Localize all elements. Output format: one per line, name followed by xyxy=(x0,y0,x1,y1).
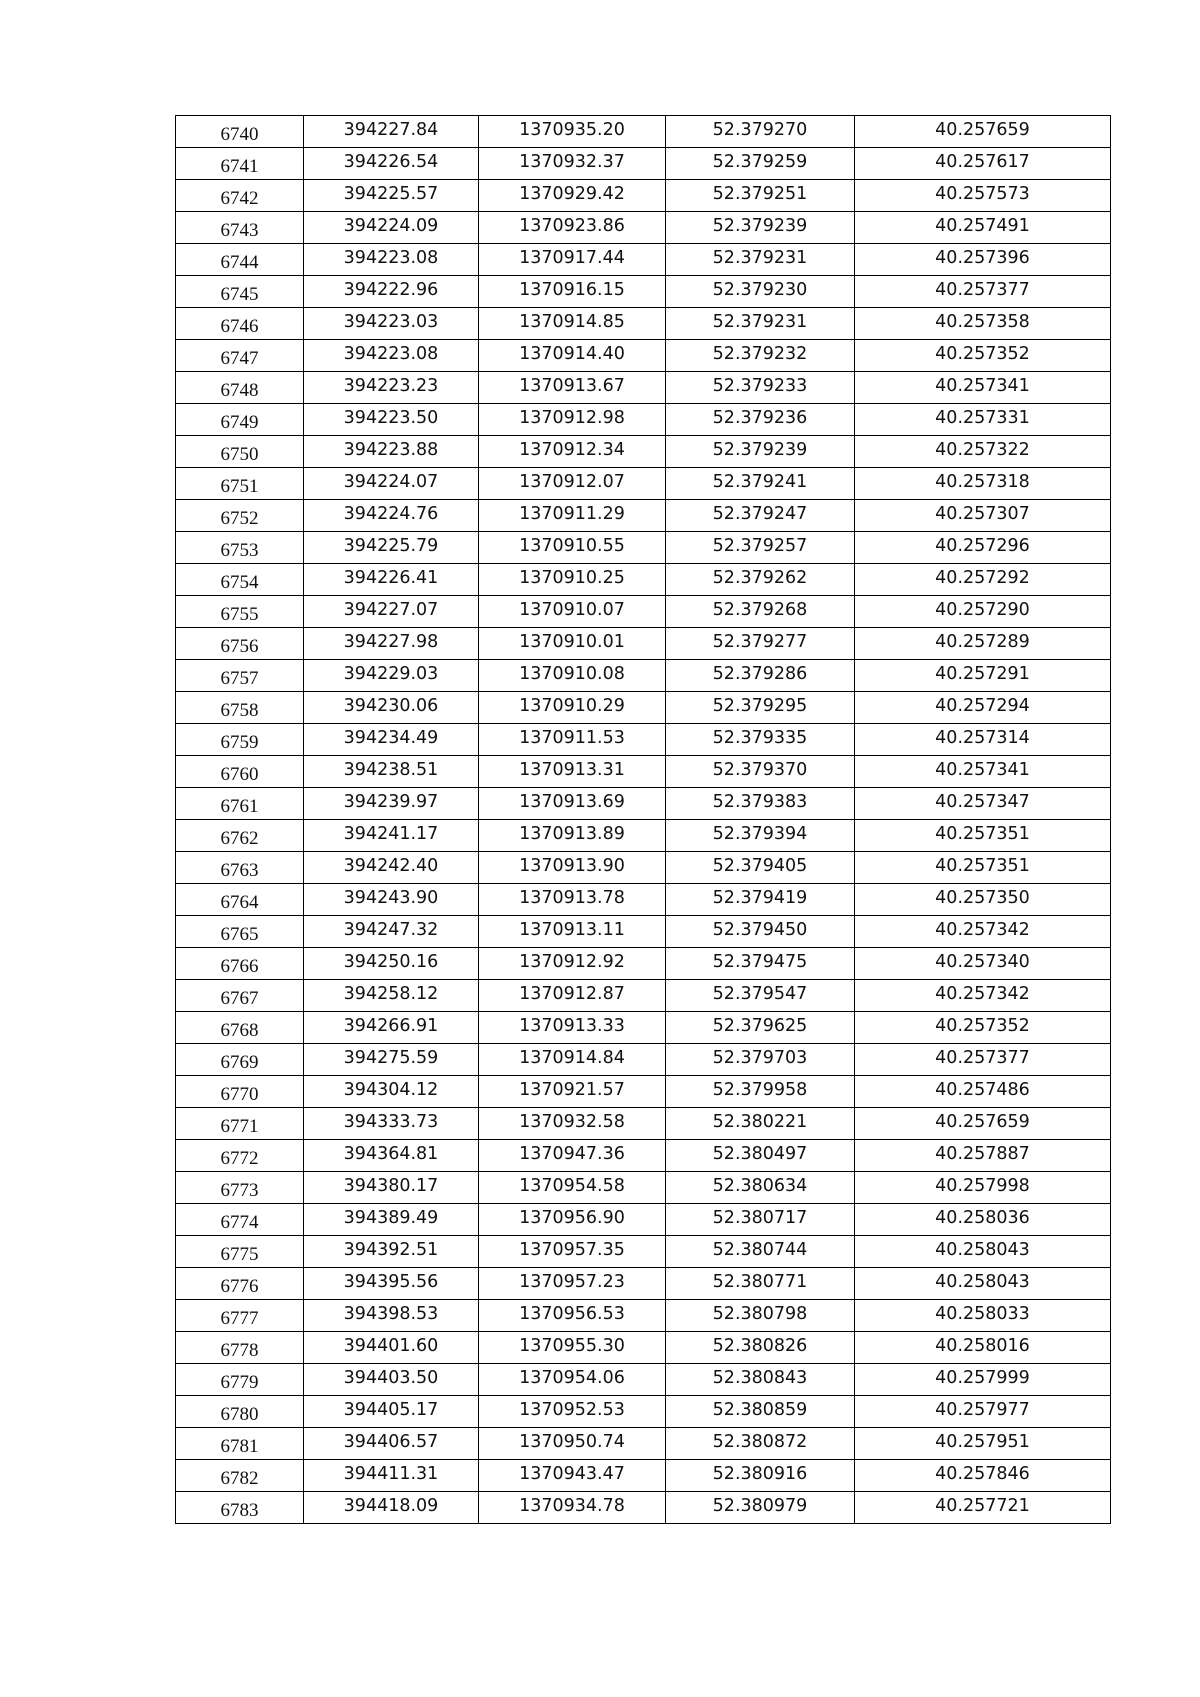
x-coordinate-cell: 394333.73 xyxy=(304,1108,479,1140)
point-number-cell: 6763 xyxy=(176,852,304,884)
point-number-cell: 6744 xyxy=(176,244,304,276)
longitude-cell: 40.257314 xyxy=(855,724,1111,756)
latitude-cell: 52.380872 xyxy=(666,1428,855,1460)
longitude-cell: 40.257396 xyxy=(855,244,1111,276)
point-number-cell: 6777 xyxy=(176,1300,304,1332)
latitude-cell: 52.380744 xyxy=(666,1236,855,1268)
point-number-cell: 6765 xyxy=(176,916,304,948)
y-coordinate-cell: 1370954.06 xyxy=(479,1364,666,1396)
latitude-cell: 52.380826 xyxy=(666,1332,855,1364)
table-row xyxy=(176,1268,1111,1300)
x-coordinate-cell: 394222.96 xyxy=(304,276,479,308)
y-coordinate-cell: 1370957.23 xyxy=(479,1268,666,1300)
table-row xyxy=(176,820,1111,852)
y-coordinate-cell: 1370910.08 xyxy=(479,660,666,692)
point-number-cell: 6781 xyxy=(176,1428,304,1460)
table-row xyxy=(176,1332,1111,1364)
x-coordinate-cell: 394223.08 xyxy=(304,340,479,372)
x-coordinate-cell: 394275.59 xyxy=(304,1044,479,1076)
latitude-cell: 52.379703 xyxy=(666,1044,855,1076)
longitude-cell: 40.257291 xyxy=(855,660,1111,692)
longitude-cell: 40.257999 xyxy=(855,1364,1111,1396)
latitude-cell: 52.379475 xyxy=(666,948,855,980)
latitude-cell: 52.379625 xyxy=(666,1012,855,1044)
table-row xyxy=(176,244,1111,276)
x-coordinate-cell: 394247.32 xyxy=(304,916,479,948)
table-row xyxy=(176,1204,1111,1236)
longitude-cell: 40.257659 xyxy=(855,116,1111,148)
x-coordinate-cell: 394226.54 xyxy=(304,148,479,180)
point-number-cell: 6778 xyxy=(176,1332,304,1364)
table-row xyxy=(176,1012,1111,1044)
latitude-cell: 52.379419 xyxy=(666,884,855,916)
x-coordinate-cell: 394242.40 xyxy=(304,852,479,884)
x-coordinate-cell: 394398.53 xyxy=(304,1300,479,1332)
longitude-cell: 40.257352 xyxy=(855,340,1111,372)
longitude-cell: 40.257358 xyxy=(855,308,1111,340)
x-coordinate-cell: 394238.51 xyxy=(304,756,479,788)
point-number-cell: 6742 xyxy=(176,180,304,212)
table-row xyxy=(176,1428,1111,1460)
longitude-cell: 40.257289 xyxy=(855,628,1111,660)
point-number-cell: 6756 xyxy=(176,628,304,660)
table-row xyxy=(176,1076,1111,1108)
x-coordinate-cell: 394380.17 xyxy=(304,1172,479,1204)
longitude-cell: 40.257296 xyxy=(855,532,1111,564)
longitude-cell: 40.257342 xyxy=(855,916,1111,948)
latitude-cell: 52.380843 xyxy=(666,1364,855,1396)
longitude-cell: 40.257377 xyxy=(855,276,1111,308)
point-number-cell: 6773 xyxy=(176,1172,304,1204)
y-coordinate-cell: 1370913.11 xyxy=(479,916,666,948)
longitude-cell: 40.257977 xyxy=(855,1396,1111,1428)
y-coordinate-cell: 1370912.92 xyxy=(479,948,666,980)
latitude-cell: 52.379233 xyxy=(666,372,855,404)
latitude-cell: 52.379232 xyxy=(666,340,855,372)
table-row xyxy=(176,500,1111,532)
latitude-cell: 52.379268 xyxy=(666,596,855,628)
latitude-cell: 52.379230 xyxy=(666,276,855,308)
x-coordinate-cell: 394229.03 xyxy=(304,660,479,692)
latitude-cell: 52.379247 xyxy=(666,500,855,532)
point-number-cell: 6779 xyxy=(176,1364,304,1396)
point-number-cell: 6774 xyxy=(176,1204,304,1236)
point-number-cell: 6752 xyxy=(176,500,304,532)
longitude-cell: 40.257340 xyxy=(855,948,1111,980)
y-coordinate-cell: 1370921.57 xyxy=(479,1076,666,1108)
y-coordinate-cell: 1370950.74 xyxy=(479,1428,666,1460)
point-number-cell: 6750 xyxy=(176,436,304,468)
x-coordinate-cell: 394411.31 xyxy=(304,1460,479,1492)
x-coordinate-cell: 394227.84 xyxy=(304,116,479,148)
table-row xyxy=(176,276,1111,308)
y-coordinate-cell: 1370913.89 xyxy=(479,820,666,852)
x-coordinate-cell: 394364.81 xyxy=(304,1140,479,1172)
y-coordinate-cell: 1370913.90 xyxy=(479,852,666,884)
x-coordinate-cell: 394395.56 xyxy=(304,1268,479,1300)
y-coordinate-cell: 1370932.37 xyxy=(479,148,666,180)
longitude-cell: 40.257351 xyxy=(855,820,1111,852)
table-row xyxy=(176,852,1111,884)
y-coordinate-cell: 1370917.44 xyxy=(479,244,666,276)
table-row xyxy=(176,180,1111,212)
longitude-cell: 40.257318 xyxy=(855,468,1111,500)
latitude-cell: 52.379262 xyxy=(666,564,855,596)
table-row xyxy=(176,532,1111,564)
longitude-cell: 40.257350 xyxy=(855,884,1111,916)
x-coordinate-cell: 394223.50 xyxy=(304,404,479,436)
point-number-cell: 6748 xyxy=(176,372,304,404)
longitude-cell: 40.257341 xyxy=(855,756,1111,788)
point-number-cell: 6760 xyxy=(176,756,304,788)
y-coordinate-cell: 1370914.84 xyxy=(479,1044,666,1076)
latitude-cell: 52.379295 xyxy=(666,692,855,724)
longitude-cell: 40.257573 xyxy=(855,180,1111,212)
longitude-cell: 40.257342 xyxy=(855,980,1111,1012)
y-coordinate-cell: 1370910.29 xyxy=(479,692,666,724)
table-row xyxy=(176,1108,1111,1140)
x-coordinate-cell: 394403.50 xyxy=(304,1364,479,1396)
x-coordinate-cell: 394304.12 xyxy=(304,1076,479,1108)
table-row xyxy=(176,628,1111,660)
longitude-cell: 40.257351 xyxy=(855,852,1111,884)
y-coordinate-cell: 1370910.07 xyxy=(479,596,666,628)
point-number-cell: 6776 xyxy=(176,1268,304,1300)
x-coordinate-cell: 394223.03 xyxy=(304,308,479,340)
point-number-cell: 6782 xyxy=(176,1460,304,1492)
x-coordinate-cell: 394226.41 xyxy=(304,564,479,596)
x-coordinate-cell: 394266.91 xyxy=(304,1012,479,1044)
y-coordinate-cell: 1370916.15 xyxy=(479,276,666,308)
latitude-cell: 52.379251 xyxy=(666,180,855,212)
point-number-cell: 6758 xyxy=(176,692,304,724)
longitude-cell: 40.257486 xyxy=(855,1076,1111,1108)
x-coordinate-cell: 394230.06 xyxy=(304,692,479,724)
point-number-cell: 6767 xyxy=(176,980,304,1012)
point-number-cell: 6753 xyxy=(176,532,304,564)
longitude-cell: 40.258043 xyxy=(855,1268,1111,1300)
point-number-cell: 6754 xyxy=(176,564,304,596)
y-coordinate-cell: 1370954.58 xyxy=(479,1172,666,1204)
y-coordinate-cell: 1370934.78 xyxy=(479,1492,666,1524)
point-number-cell: 6762 xyxy=(176,820,304,852)
x-coordinate-cell: 394241.17 xyxy=(304,820,479,852)
table-row xyxy=(176,884,1111,916)
latitude-cell: 52.379259 xyxy=(666,148,855,180)
y-coordinate-cell: 1370913.78 xyxy=(479,884,666,916)
table-row xyxy=(176,372,1111,404)
y-coordinate-cell: 1370913.31 xyxy=(479,756,666,788)
latitude-cell: 52.379231 xyxy=(666,308,855,340)
point-number-cell: 6759 xyxy=(176,724,304,756)
latitude-cell: 52.379286 xyxy=(666,660,855,692)
table-row xyxy=(176,1460,1111,1492)
longitude-cell: 40.258033 xyxy=(855,1300,1111,1332)
x-coordinate-cell: 394223.08 xyxy=(304,244,479,276)
table-row xyxy=(176,948,1111,980)
longitude-cell: 40.257307 xyxy=(855,500,1111,532)
y-coordinate-cell: 1370952.53 xyxy=(479,1396,666,1428)
latitude-cell: 52.380497 xyxy=(666,1140,855,1172)
table-row xyxy=(176,692,1111,724)
table-row xyxy=(176,1492,1111,1524)
point-number-cell: 6768 xyxy=(176,1012,304,1044)
y-coordinate-cell: 1370929.42 xyxy=(479,180,666,212)
point-number-cell: 6775 xyxy=(176,1236,304,1268)
longitude-cell: 40.257341 xyxy=(855,372,1111,404)
table-row xyxy=(176,1396,1111,1428)
longitude-cell: 40.257951 xyxy=(855,1428,1111,1460)
latitude-cell: 52.380717 xyxy=(666,1204,855,1236)
longitude-cell: 40.257491 xyxy=(855,212,1111,244)
y-coordinate-cell: 1370910.01 xyxy=(479,628,666,660)
table-row xyxy=(176,564,1111,596)
latitude-cell: 52.379241 xyxy=(666,468,855,500)
x-coordinate-cell: 394405.17 xyxy=(304,1396,479,1428)
point-number-cell: 6740 xyxy=(176,116,304,148)
y-coordinate-cell: 1370943.47 xyxy=(479,1460,666,1492)
latitude-cell: 52.380916 xyxy=(666,1460,855,1492)
latitude-cell: 52.380798 xyxy=(666,1300,855,1332)
point-number-cell: 6745 xyxy=(176,276,304,308)
longitude-cell: 40.258016 xyxy=(855,1332,1111,1364)
table-row xyxy=(176,116,1111,148)
point-number-cell: 6757 xyxy=(176,660,304,692)
longitude-cell: 40.257721 xyxy=(855,1492,1111,1524)
latitude-cell: 52.379239 xyxy=(666,436,855,468)
latitude-cell: 52.379270 xyxy=(666,116,855,148)
point-number-cell: 6766 xyxy=(176,948,304,980)
x-coordinate-cell: 394401.60 xyxy=(304,1332,479,1364)
table-row xyxy=(176,404,1111,436)
y-coordinate-cell: 1370956.53 xyxy=(479,1300,666,1332)
longitude-cell: 40.257617 xyxy=(855,148,1111,180)
point-number-cell: 6764 xyxy=(176,884,304,916)
table-row xyxy=(176,1140,1111,1172)
table-row xyxy=(176,436,1111,468)
table-row xyxy=(176,788,1111,820)
y-coordinate-cell: 1370932.58 xyxy=(479,1108,666,1140)
point-number-cell: 6743 xyxy=(176,212,304,244)
latitude-cell: 52.379405 xyxy=(666,852,855,884)
x-coordinate-cell: 394258.12 xyxy=(304,980,479,1012)
latitude-cell: 52.380634 xyxy=(666,1172,855,1204)
longitude-cell: 40.258043 xyxy=(855,1236,1111,1268)
x-coordinate-cell: 394223.23 xyxy=(304,372,479,404)
point-number-cell: 6761 xyxy=(176,788,304,820)
table-row xyxy=(176,148,1111,180)
x-coordinate-cell: 394224.76 xyxy=(304,500,479,532)
table-row xyxy=(176,1044,1111,1076)
x-coordinate-cell: 394223.88 xyxy=(304,436,479,468)
point-number-cell: 6751 xyxy=(176,468,304,500)
y-coordinate-cell: 1370914.40 xyxy=(479,340,666,372)
longitude-cell: 40.257294 xyxy=(855,692,1111,724)
table-row xyxy=(176,1236,1111,1268)
latitude-cell: 52.379335 xyxy=(666,724,855,756)
latitude-cell: 52.379383 xyxy=(666,788,855,820)
longitude-cell: 40.258036 xyxy=(855,1204,1111,1236)
x-coordinate-cell: 394239.97 xyxy=(304,788,479,820)
latitude-cell: 52.379450 xyxy=(666,916,855,948)
x-coordinate-cell: 394243.90 xyxy=(304,884,479,916)
latitude-cell: 52.379277 xyxy=(666,628,855,660)
x-coordinate-cell: 394225.57 xyxy=(304,180,479,212)
longitude-cell: 40.257887 xyxy=(855,1140,1111,1172)
latitude-cell: 52.379547 xyxy=(666,980,855,1012)
y-coordinate-cell: 1370913.69 xyxy=(479,788,666,820)
longitude-cell: 40.257659 xyxy=(855,1108,1111,1140)
x-coordinate-cell: 394392.51 xyxy=(304,1236,479,1268)
table-body xyxy=(176,116,1111,1524)
latitude-cell: 52.380859 xyxy=(666,1396,855,1428)
y-coordinate-cell: 1370913.33 xyxy=(479,1012,666,1044)
latitude-cell: 52.379231 xyxy=(666,244,855,276)
longitude-cell: 40.257846 xyxy=(855,1460,1111,1492)
table-row xyxy=(176,916,1111,948)
latitude-cell: 52.379370 xyxy=(666,756,855,788)
table-row xyxy=(176,340,1111,372)
latitude-cell: 52.379958 xyxy=(666,1076,855,1108)
point-number-cell: 6783 xyxy=(176,1492,304,1524)
y-coordinate-cell: 1370911.53 xyxy=(479,724,666,756)
table-row xyxy=(176,756,1111,788)
y-coordinate-cell: 1370913.67 xyxy=(479,372,666,404)
table-row xyxy=(176,660,1111,692)
x-coordinate-cell: 394224.09 xyxy=(304,212,479,244)
longitude-cell: 40.257290 xyxy=(855,596,1111,628)
longitude-cell: 40.257292 xyxy=(855,564,1111,596)
y-coordinate-cell: 1370935.20 xyxy=(479,116,666,148)
table-row xyxy=(176,1172,1111,1204)
x-coordinate-cell: 394225.79 xyxy=(304,532,479,564)
y-coordinate-cell: 1370955.30 xyxy=(479,1332,666,1364)
y-coordinate-cell: 1370912.98 xyxy=(479,404,666,436)
y-coordinate-cell: 1370910.25 xyxy=(479,564,666,596)
point-number-cell: 6741 xyxy=(176,148,304,180)
point-number-cell: 6770 xyxy=(176,1076,304,1108)
latitude-cell: 52.379257 xyxy=(666,532,855,564)
x-coordinate-cell: 394406.57 xyxy=(304,1428,479,1460)
y-coordinate-cell: 1370957.35 xyxy=(479,1236,666,1268)
latitude-cell: 52.379394 xyxy=(666,820,855,852)
point-number-cell: 6780 xyxy=(176,1396,304,1428)
point-number-cell: 6747 xyxy=(176,340,304,372)
x-coordinate-cell: 394234.49 xyxy=(304,724,479,756)
longitude-cell: 40.257322 xyxy=(855,436,1111,468)
latitude-cell: 52.380771 xyxy=(666,1268,855,1300)
table-row xyxy=(176,980,1111,1012)
x-coordinate-cell: 394227.07 xyxy=(304,596,479,628)
table-row xyxy=(176,596,1111,628)
coordinate-table xyxy=(175,115,1111,1524)
latitude-cell: 52.380221 xyxy=(666,1108,855,1140)
longitude-cell: 40.257377 xyxy=(855,1044,1111,1076)
y-coordinate-cell: 1370923.86 xyxy=(479,212,666,244)
latitude-cell: 52.379236 xyxy=(666,404,855,436)
table-row xyxy=(176,308,1111,340)
longitude-cell: 40.257347 xyxy=(855,788,1111,820)
x-coordinate-cell: 394418.09 xyxy=(304,1492,479,1524)
longitude-cell: 40.257998 xyxy=(855,1172,1111,1204)
point-number-cell: 6771 xyxy=(176,1108,304,1140)
latitude-cell: 52.379239 xyxy=(666,212,855,244)
x-coordinate-cell: 394224.07 xyxy=(304,468,479,500)
table-row xyxy=(176,724,1111,756)
point-number-cell: 6772 xyxy=(176,1140,304,1172)
y-coordinate-cell: 1370912.07 xyxy=(479,468,666,500)
point-number-cell: 6749 xyxy=(176,404,304,436)
point-number-cell: 6746 xyxy=(176,308,304,340)
x-coordinate-cell: 394227.98 xyxy=(304,628,479,660)
x-coordinate-cell: 394389.49 xyxy=(304,1204,479,1236)
longitude-cell: 40.257331 xyxy=(855,404,1111,436)
longitude-cell: 40.257352 xyxy=(855,1012,1111,1044)
y-coordinate-cell: 1370910.55 xyxy=(479,532,666,564)
table-row xyxy=(176,1300,1111,1332)
table-row xyxy=(176,1364,1111,1396)
y-coordinate-cell: 1370947.36 xyxy=(479,1140,666,1172)
y-coordinate-cell: 1370914.85 xyxy=(479,308,666,340)
y-coordinate-cell: 1370912.87 xyxy=(479,980,666,1012)
point-number-cell: 6769 xyxy=(176,1044,304,1076)
y-coordinate-cell: 1370912.34 xyxy=(479,436,666,468)
y-coordinate-cell: 1370911.29 xyxy=(479,500,666,532)
y-coordinate-cell: 1370956.90 xyxy=(479,1204,666,1236)
point-number-cell: 6755 xyxy=(176,596,304,628)
latitude-cell: 52.380979 xyxy=(666,1492,855,1524)
table-row xyxy=(176,212,1111,244)
x-coordinate-cell: 394250.16 xyxy=(304,948,479,980)
table-row xyxy=(176,468,1111,500)
